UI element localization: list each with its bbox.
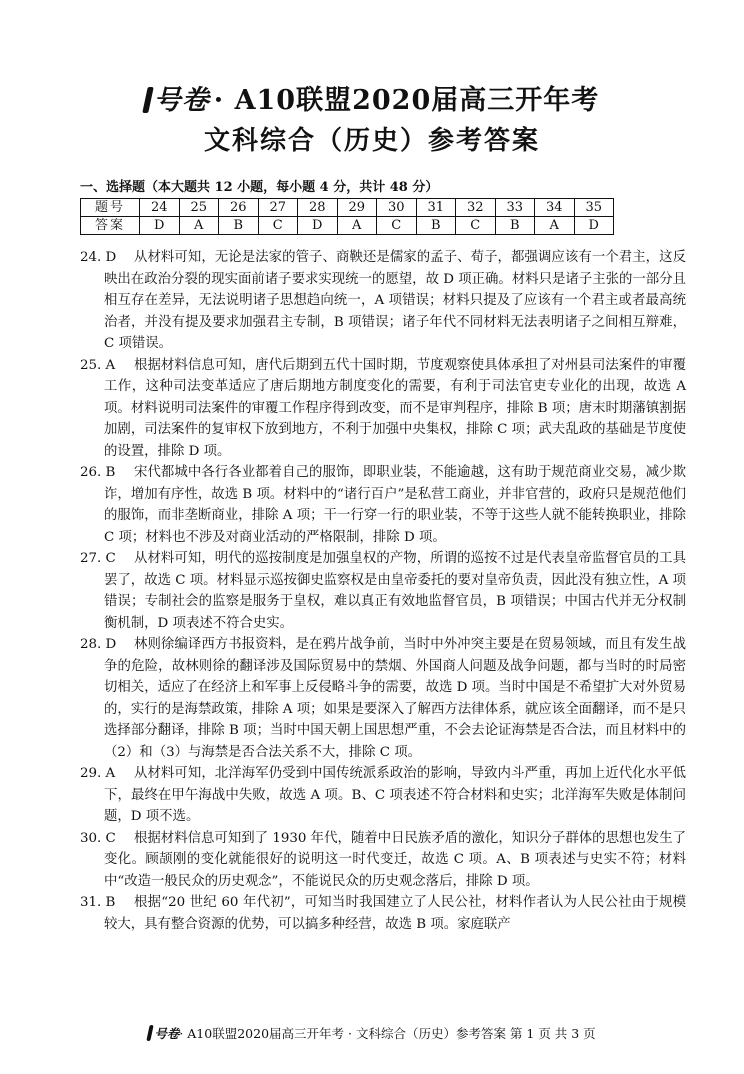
item-text: 根据“20 世纪 60 年代初”，可知当时我国建立了人民公社，材料作者认为人民公社由于规模较大，具有整合资源的优势，可以搞多种经营，故选 B 项。家庭联产: [104, 895, 686, 932]
explanation-item: [80, 763, 686, 828]
explanation-list: [80, 247, 686, 935]
document-title: [0, 84, 744, 118]
answer-cell: B: [495, 217, 535, 235]
answer-table: [80, 198, 614, 235]
item-text: 从材料可知，北洋海军仍受到中国传统派系政治的影响，导致内斗严重，再加上近代化水平低下，最终在甲午海战中失败，故选 A 项。B、C 项表述不符合材料和史实；北洋海军失败是体制问题，D 项不选。: [104, 766, 686, 824]
question-number: 33: [495, 199, 535, 217]
explanation-item: [80, 548, 686, 634]
question-number: 35: [574, 199, 614, 217]
question-number: 28: [298, 199, 338, 217]
document-subtitle: 文科综合（历史）参考答案: [203, 126, 540, 156]
item-number: 24. D: [80, 250, 117, 265]
item-number: 31. B: [80, 895, 116, 910]
item-text: 宋代都城中各行各业都着自己的服饰，即职业装，不能逾越，这有助于规范商业交易，减少欺诈，增加有序性，故选 B 项。材料中的“诸行百户”是私营工商业，并非官营的，政府只是规范他们的服饰，而非垄断商业，排除 A 项；干一行穿一行的职业装，不等于这些人就不能转换职业，排除 C 项；材料也不涉及对商业活动的严格限制，排除 D 项。: [104, 465, 686, 545]
explanation-item: [80, 892, 686, 935]
explanation-item: [80, 828, 686, 893]
page-footer: [0, 1024, 744, 1042]
answer-cell: D: [298, 217, 338, 235]
question-number: 26: [219, 199, 259, 217]
item-number: 25. A: [80, 357, 116, 373]
answer-cell: C: [456, 217, 496, 235]
answer-cell: A: [179, 217, 219, 235]
footer-text: · A10联盟2020届高三开年考 · 文科综合（历史）参考答案 第 1 页 共 3 页: [179, 1026, 596, 1041]
question-number: 34: [535, 199, 575, 217]
question-number: 24: [140, 199, 180, 217]
item-text: 林则徐编译西方书报资料，是在鸦片战争前，当时中外冲突主要是在贸易领域，而且有发生战争的危险，故林则徐的翻译涉及国际贸易中的禁烟、外国商人问题及战争问题，都与当时的时局密切相关，适应了在经济上和军事上反侵略斗争的需要，故选 D 项。当时中国是不希望扩大对外贸易的，实行的是海禁政策，排除 A 项；如果是要深入了解西方法律体系，就应该全面翻译，而不是只选择部分翻译，排除 B 项；当时中国天朝上国思想严重，不会去论证海禁是否合法，而且材料中的（2）和（3）与海禁是否合法关系不大，排除 C 项。: [104, 637, 686, 760]
item-text: 从材料可知，无论是法家的管子、商鞅还是儒家的孟子、荀子，都强调应该有一个君主，这反映出在政治分裂的现实面前诸子要求实现统一的愿望，故 D 项正确。材料只是诸子主张的一部分且相互存在差异，无法说明诸子思想趋向统一，A 项错误；材料只提及了应该有一个君主或者最高统治者，并没有提及要求加强君主专制，B 项错误；诸子年代不同材料无法表明诸子之间相互辩难，C 项错误。: [104, 250, 686, 351]
answer-cell: A: [337, 217, 377, 235]
item-number: 27. C: [80, 551, 116, 566]
question-number: 27: [258, 199, 298, 217]
item-text: 从材料可知，明代的巡按制度是加强皇权的产物，所谓的巡按不过是代表皇帝监督官员的工具罢了，故选 C 项。材料显示巡按御史监察权是由皇帝委托的要对皇帝负责，因此没有独立性，A 项错误；专制社会的监察是服务于皇权，难以真正有效地监督官员，B 项错误；中国古代并无分权制衡机制，D 项表述不符合史实。: [104, 551, 686, 631]
item-text: 根据材料信息可知，唐代后期到五代十国时期，节度观察使具体承担了对州县司法案件的审覆工作，这种司法变革适应了唐后期地方制度变化的需要，有利于司法官吏专业化的出现，故选 A 项。材料说明司法案件的审覆工作程序得到改变，而不是审判程序，排除 B 项；唐末时期藩镇割据加剧，司法案件的复审权下放到地方，不利于加强中央集权，排除 C 项；武夫乱政的基础是节度使的设置，排除 D 项。: [104, 357, 686, 459]
question-number: 29: [337, 199, 377, 217]
question-number: 32: [456, 199, 496, 217]
brand-logo: [145, 84, 210, 118]
item-number: 30. C: [80, 830, 116, 846]
item-text: 根据材料信息可知到了 1930 年代，随着中日民族矛盾的激化，知识分子群体的思想也发生了变化。顾颉刚的变化就能很好的说明这一时代变迁，故选 C 项。A、B 项表述与史实不符；材料中“改造一般民众的历史观念”，不能说民众的历史观念落后，排除 D 项。: [104, 830, 686, 889]
question-number: 25: [179, 199, 219, 217]
footer-logo-mark-icon: [147, 1025, 154, 1041]
title-line-1: · A10联盟2020届高三开年考: [213, 85, 600, 116]
answer-cell: C: [377, 217, 417, 235]
item-number: 26. B: [80, 465, 116, 480]
explanation-item: [80, 462, 686, 548]
question-number: 30: [377, 199, 417, 217]
answer-cell: B: [416, 217, 456, 235]
question-number: 31: [416, 199, 456, 217]
answer-cell: D: [140, 217, 180, 235]
answer-row: [81, 217, 614, 235]
section-title: 一、选择题（本大题共 12 小题，每小题 4 分，共计 48 分）: [80, 180, 439, 195]
item-number: 29. A: [80, 766, 116, 781]
row-label: 答案: [81, 217, 140, 235]
row-label: 题号: [81, 199, 140, 217]
brand-logo-text: 号卷: [153, 85, 210, 116]
answer-cell: D: [574, 217, 614, 235]
footer-logo-text: 号卷: [154, 1026, 180, 1041]
page-header: [0, 84, 744, 158]
question-number-row: [81, 199, 614, 217]
answer-cell: C: [258, 217, 298, 235]
item-number: 28. D: [80, 637, 117, 652]
brand-logo-mark-icon: [142, 87, 154, 113]
answer-cell: A: [535, 217, 575, 235]
answer-cell: B: [219, 217, 259, 235]
explanation-item: [80, 634, 686, 763]
explanation-item: [80, 247, 686, 355]
explanation-item: [80, 355, 686, 463]
